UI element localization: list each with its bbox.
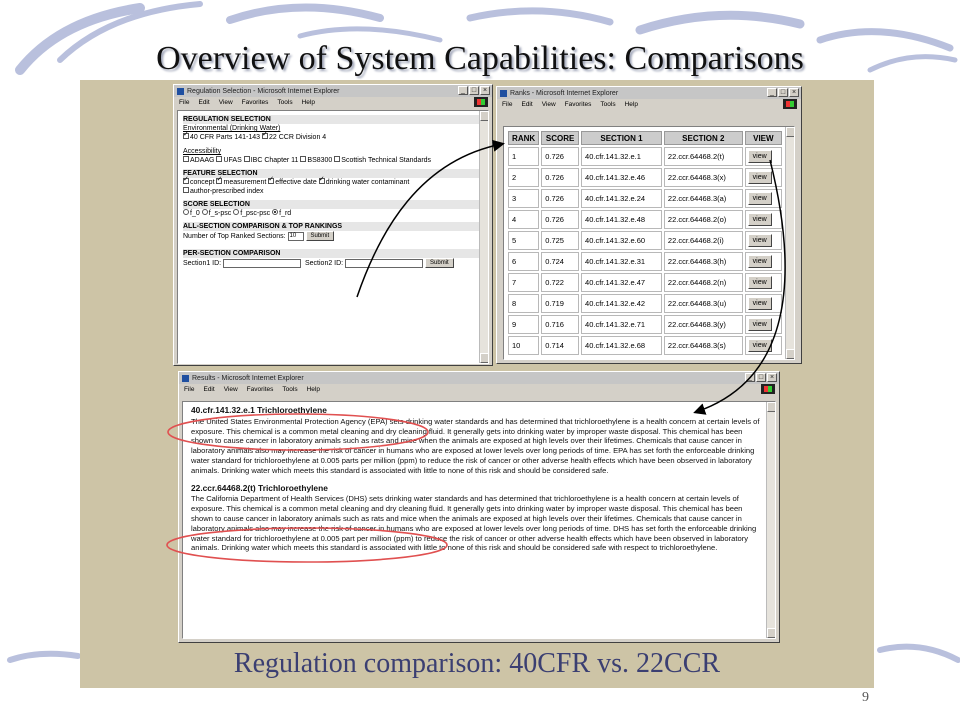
radio-frd[interactable] (272, 209, 278, 215)
menu-tools[interactable]: Tools (282, 386, 298, 393)
section2-cell: 22.ccr.64468.3(y) (664, 315, 743, 334)
rank-cell: 7 (508, 273, 539, 292)
table-row (508, 210, 782, 229)
view-cell (745, 273, 782, 292)
section2-cell: 22.ccr.64468.2(n) (664, 273, 743, 292)
all-section-submit-button[interactable]: Submit (306, 231, 335, 241)
results-window-titlebar (179, 372, 779, 384)
section1-label: Section1 ID: (183, 259, 222, 267)
checkbox-ibc[interactable] (244, 156, 250, 162)
option-concept: concept (190, 179, 215, 186)
view-cell (745, 231, 782, 250)
section1-cell: 40.cfr.141.32.e.47 (581, 273, 662, 292)
option-fpsc-psc: f_psc-psc (240, 210, 271, 217)
ranks-table (506, 129, 784, 357)
results-window-content (182, 401, 776, 639)
view-button[interactable]: view (748, 255, 772, 268)
checkbox-measurement[interactable] (216, 178, 222, 184)
section2-cell: 22.ccr.64468.3(x) (664, 168, 743, 187)
section1-cell: 40.cfr.141.32.e.68 (581, 336, 662, 355)
section2-cell: 22.ccr.64468.2(i) (664, 231, 743, 250)
menu-edit[interactable]: Edit (521, 101, 533, 108)
section1-cell: 40.cfr.141.32.e.71 (581, 315, 662, 334)
view-button[interactable]: view (748, 234, 772, 247)
rank-cell: 4 (508, 210, 539, 229)
checkbox-bs8300[interactable] (300, 156, 306, 162)
ranks-window-menubar (497, 99, 801, 110)
regulation-window-scrollbar[interactable] (479, 111, 488, 363)
table-row (508, 273, 782, 292)
table-row (508, 147, 782, 166)
windows-logo-icon (761, 384, 775, 394)
per-section-heading: PER-SECTION COMPARISON (183, 249, 484, 258)
view-button[interactable]: view (748, 339, 772, 352)
result-heading-22ccr: 22.ccr.64468.2(t) Trichloroethylene (191, 482, 328, 493)
close-button[interactable]: × (480, 86, 490, 95)
ranks-window-content (503, 126, 795, 360)
menu-file[interactable]: File (179, 99, 190, 106)
score-cell: 0.724 (541, 252, 579, 271)
regulation-selection-heading: REGULATION SELECTION (183, 115, 484, 124)
view-header: VIEW (745, 131, 782, 145)
results-window-scrollbar[interactable] (766, 402, 775, 638)
ranks-table-body (508, 147, 782, 355)
maximize-button[interactable]: □ (756, 373, 766, 382)
view-cell (745, 168, 782, 187)
slide-caption: Regulation comparison: 40CFR vs. 22CCR (233, 648, 721, 679)
section1-cell: 40.cfr.141.32.e.24 (581, 189, 662, 208)
results-window-menubar (179, 384, 779, 395)
table-row (508, 189, 782, 208)
page-number: 9 (862, 690, 869, 705)
section1-input[interactable] (223, 259, 301, 268)
menu-tools[interactable]: Tools (600, 101, 616, 108)
rank-cell: 3 (508, 189, 539, 208)
menu-tools[interactable]: Tools (277, 99, 293, 106)
section2-cell: 22.ccr.64468.3(a) (664, 189, 743, 208)
checkbox-author-index[interactable] (183, 187, 189, 193)
minimize-button[interactable]: _ (458, 86, 468, 95)
view-cell (745, 147, 782, 166)
score-cell: 0.726 (541, 147, 579, 166)
section2-header: SECTION 2 (664, 131, 743, 145)
table-row (508, 168, 782, 187)
radio-fpsc-psc[interactable] (233, 209, 239, 215)
score-cell: 0.714 (541, 336, 579, 355)
option-scottish: Scottish Technical Standards (341, 157, 432, 164)
score-header: SCORE (541, 131, 579, 145)
rank-cell: 5 (508, 231, 539, 250)
option-contaminant: drinking water contaminant (325, 179, 410, 186)
option-ibc: IBC Chapter 11 (250, 157, 299, 164)
accessibility-heading: Accessibility (183, 148, 222, 155)
rank-cell: 1 (508, 147, 539, 166)
section1-cell: 40.cfr.141.32.e.42 (581, 294, 662, 313)
menu-file[interactable]: File (502, 101, 513, 108)
checkbox-effective-date[interactable] (268, 178, 274, 184)
results-window (178, 371, 780, 643)
section2-cell: 22.ccr.64468.3(h) (664, 252, 743, 271)
section2-label: Section2 ID: (304, 259, 344, 267)
section2-cell: 22.ccr.64468.2(o) (664, 210, 743, 229)
ie-icon (182, 375, 189, 382)
rank-cell: 8 (508, 294, 539, 313)
view-cell (745, 294, 782, 313)
score-cell: 0.726 (541, 210, 579, 229)
result-heading-40cfr: 40.cfr.141.32.e.1 Trichloroethylene (191, 405, 327, 415)
minimize-button[interactable]: _ (767, 88, 777, 97)
ranks-window-title: Ranks - Microsoft Internet Explorer (510, 89, 619, 97)
section1-cell: 40.cfr.141.32.e.60 (581, 231, 662, 250)
menu-view[interactable]: View (541, 101, 556, 108)
view-cell (745, 336, 782, 355)
feature-selection-heading: FEATURE SELECTION (183, 169, 484, 178)
menu-edit[interactable]: Edit (203, 386, 215, 393)
maximize-button[interactable]: □ (778, 88, 788, 97)
regulation-group-label: Environmental (Drinking Water) (183, 125, 281, 132)
windows-logo-icon (474, 97, 488, 107)
option-effective-date: effective date (275, 179, 317, 186)
section2-cell: 22.ccr.64468.3(u) (664, 294, 743, 313)
table-row (508, 231, 782, 250)
score-cell: 0.719 (541, 294, 579, 313)
checkbox-contaminant[interactable] (319, 178, 325, 184)
view-cell (745, 315, 782, 334)
view-button[interactable]: view (748, 297, 772, 310)
view-button[interactable]: view (748, 276, 772, 289)
option-measurement: measurement (223, 179, 267, 186)
option-bs8300: BS8300 (307, 157, 333, 164)
menu-favorites[interactable]: Favorites (241, 99, 269, 106)
menu-view[interactable]: View (218, 99, 233, 106)
rank-cell: 2 (508, 168, 539, 187)
slide-title: Overview of System Capabilities: Comparisons (156, 40, 804, 77)
ie-icon (500, 90, 507, 97)
close-button[interactable]: × (767, 373, 777, 382)
option-ufas: UFAS (223, 157, 242, 164)
view-cell (745, 189, 782, 208)
rank-header: RANK (508, 131, 539, 145)
minimize-button[interactable]: _ (745, 373, 755, 382)
table-row (508, 252, 782, 271)
rank-cell: 10 (508, 336, 539, 355)
table-row (508, 336, 782, 355)
result-text-22ccr: The California Department of Health Services (DHS) sets drinking water standards and has determined that trichloroethylene is a health concern at certain levels of exposure. This chemical is a common metal cleaning and dry cleaning fluid. It generally gets into drinking water by improper waste disposal. This chemical has been shown to cause cancer in laboratory animals such as rats and mice when the animals are exposed at high levels over their lifetimes. Chemicals that cause cancer in laboratory animals also may increase the risk of cancer in humans who are exposed at lower levels over long periods of time. DHS has set forth the enforceable drinking water standard for trichloroethylene at 0.005 part per million (ppm) to reduce the risk of cancer or other adverse health effects which have been observed in laboratory animals. Drinking water which meets this standard is associated with little to none of this risk and should be considered safe with respect to trichloroethylene. (191, 494, 757, 553)
checkbox-22ccr[interactable] (262, 133, 268, 139)
regulation-window-title: Regulation Selection - Microsoft Internet Explorer (187, 87, 340, 95)
section1-cell: 40.cfr.141.32.e.31 (581, 252, 662, 271)
rank-cell: 9 (508, 315, 539, 334)
option-fs-psc: f_s-psc (208, 210, 232, 217)
option-frd: f_rd (279, 210, 292, 217)
section1-cell: 40.cfr.141.32.e.46 (581, 168, 662, 187)
regulation-window-titlebar (174, 85, 492, 97)
score-cell: 0.716 (541, 315, 579, 334)
ranks-window-scrollbar[interactable] (785, 127, 794, 359)
section2-cell: 22.ccr.64468.3(s) (664, 336, 743, 355)
result-text-40cfr: The United States Environmental Protection Agency (EPA) sets drinking water standards and has determined that trichloroethylene is a health concern at certain levels of exposure. This chemical is a common metal cleaning and dry cleaning fluid. It generally gets into drinking water by improper waste disposal. This chemical has been shown to cause cancer in laboratory animals such as rats and mice when the animals are exposed at high levels over their lifetimes. Chemicals that cause cancer in laboratory animals also may increase the risk of cancer in humans who are exposed at lower levels over long periods of time. EPA has set forth the enforceable drinking water standard for trichloroethylene at 0.005 parts per million (ppm) to reduce the risk of cancer or other adverse health effects which have been observed in laboratory animals. Drinking water which meets this standard is associated with little to none of this risk and should be considered safe. (191, 416, 760, 475)
maximize-button[interactable]: □ (469, 86, 479, 95)
results-window-title: Results - Microsoft Internet Explorer (192, 374, 304, 382)
score-selection-heading: SCORE SELECTION (183, 200, 484, 209)
all-section-heading: ALL-SECTION COMPARISON & TOP RANKINGS (183, 222, 484, 231)
menu-favorites[interactable]: Favorites (564, 101, 592, 108)
view-button[interactable]: view (748, 318, 772, 331)
table-row (508, 315, 782, 334)
view-button[interactable]: view (748, 192, 772, 205)
menu-help[interactable]: Help (624, 101, 638, 108)
option-adaag: ADAAG (190, 157, 215, 164)
regulation-selection-window (173, 84, 493, 366)
option-40cfr: 40 CFR Parts 141-143 (190, 134, 261, 141)
score-cell: 0.726 (541, 189, 579, 208)
option-author-index: author-prescribed index (190, 188, 264, 195)
section1-cell: 40.cfr.141.32.e.1 (581, 147, 662, 166)
checkbox-40cfr[interactable] (183, 133, 189, 139)
rank-cell: 6 (508, 252, 539, 271)
section1-cell: 40.cfr.141.32.e.48 (581, 210, 662, 229)
section1-header: SECTION 1 (581, 131, 662, 145)
menu-file[interactable]: File (184, 386, 195, 393)
menu-edit[interactable]: Edit (198, 99, 210, 106)
checkbox-concept[interactable] (183, 178, 189, 184)
radio-fs-psc[interactable] (202, 209, 208, 215)
top-ranked-select[interactable]: 10 (288, 232, 304, 241)
option-22ccr: 22 CCR Division 4 (269, 134, 327, 141)
menu-help[interactable]: Help (301, 99, 315, 106)
checkbox-scottish[interactable] (334, 156, 340, 162)
windows-logo-icon (783, 99, 797, 109)
section2-input[interactable] (345, 259, 423, 268)
option-f0: f_0 (190, 210, 200, 217)
checkbox-ufas[interactable] (216, 156, 222, 162)
menu-favorites[interactable]: Favorites (246, 386, 274, 393)
radio-f0[interactable] (183, 209, 189, 215)
view-cell (745, 252, 782, 271)
score-cell: 0.726 (541, 168, 579, 187)
close-button[interactable]: × (789, 88, 799, 97)
view-cell (745, 210, 782, 229)
score-cell: 0.722 (541, 273, 579, 292)
view-button[interactable]: view (748, 150, 772, 163)
menu-view[interactable]: View (223, 386, 238, 393)
ie-icon (177, 88, 184, 95)
menu-help[interactable]: Help (306, 386, 320, 393)
regulation-window-content (177, 110, 489, 364)
ranks-window-titlebar (497, 87, 801, 99)
checkbox-adaag[interactable] (183, 156, 189, 162)
view-button[interactable]: view (748, 171, 772, 184)
section2-cell: 22.ccr.64468.2(t) (664, 147, 743, 166)
view-button[interactable]: view (748, 213, 772, 226)
ranks-window (496, 86, 802, 364)
per-section-submit-button[interactable]: Submit (425, 258, 454, 268)
score-cell: 0.725 (541, 231, 579, 250)
table-row (508, 294, 782, 313)
regulation-window-menubar (174, 97, 492, 108)
top-ranked-label: Number of Top Ranked Sections: (183, 232, 286, 240)
